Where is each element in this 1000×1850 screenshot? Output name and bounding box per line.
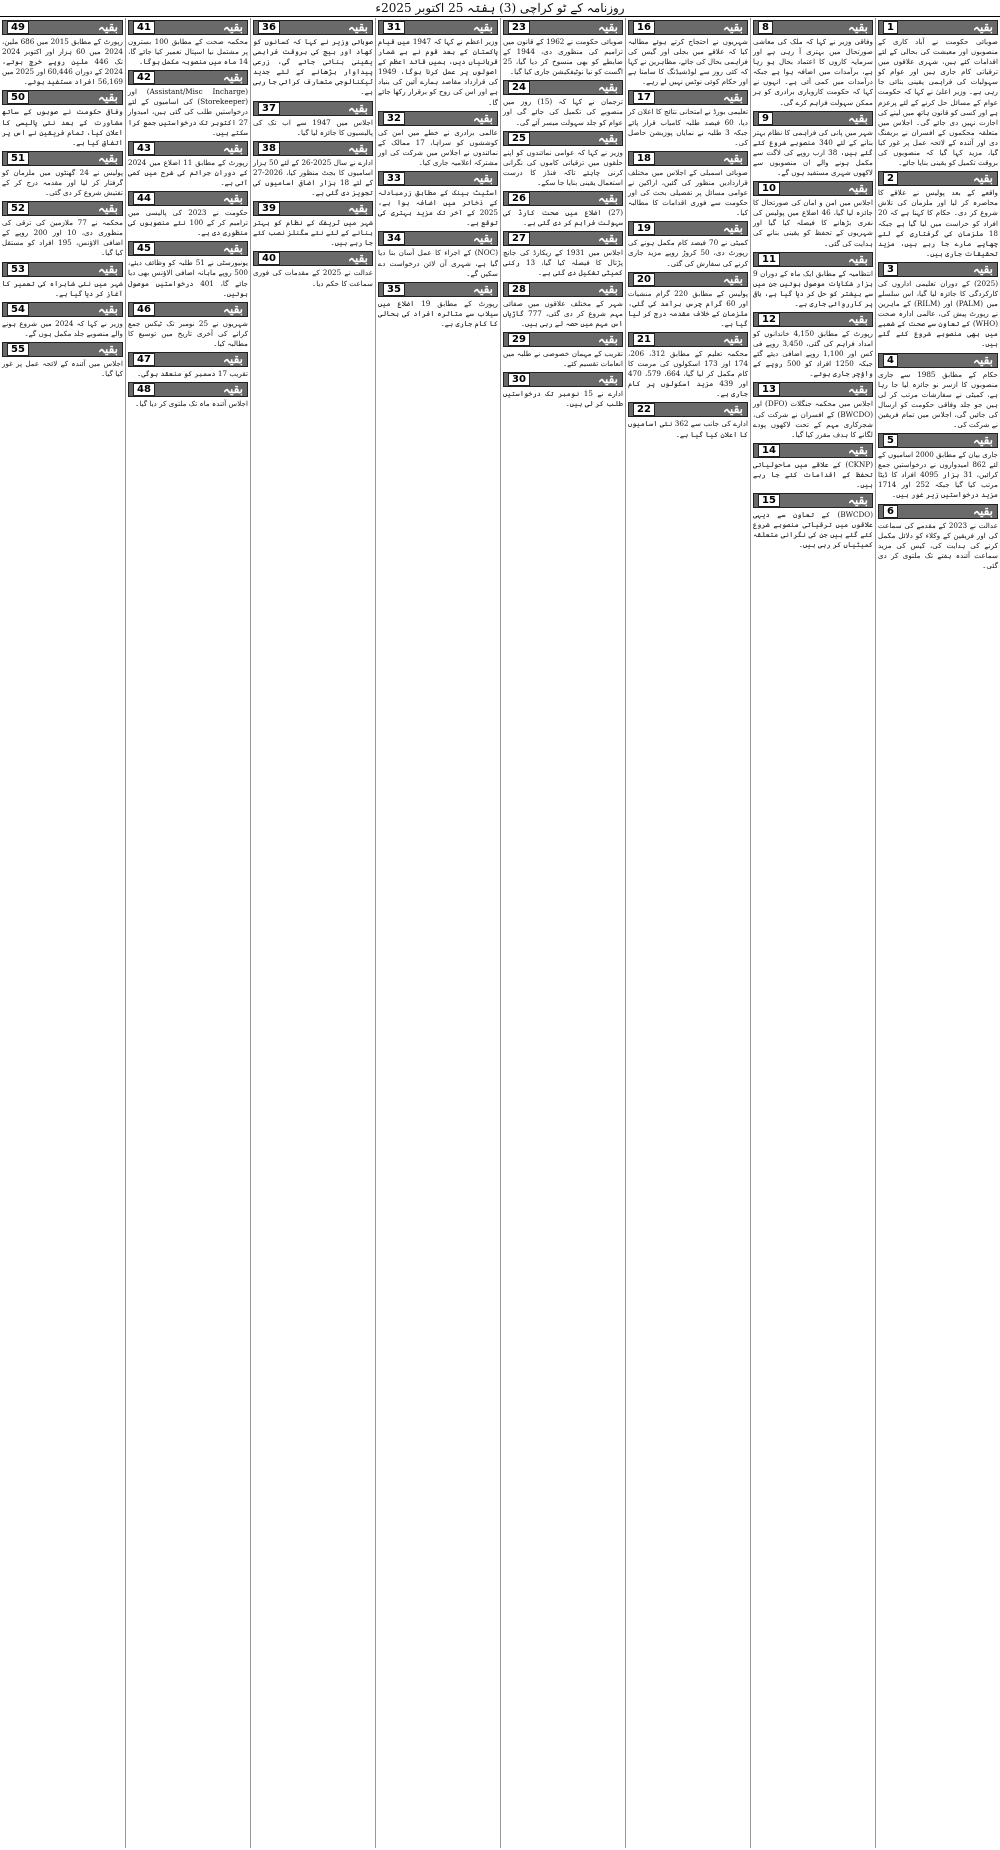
continuation-banner: [128, 70, 248, 85]
article-text: حکام کے مطابق 1985 سے جاری منصوبوں کا ازسر نو جائزہ لیا جا رہا ہے، کمیٹی نے سفارشات مرتب کر لی ہیں جو جلد وفاقی حکومت کو ارسال کی جائیں گی، اجلاس میں تمام فریقین نے شرکت کی۔: [878, 369, 998, 429]
continuation-banner: [2, 342, 123, 357]
continuation-banner: [753, 312, 873, 327]
continuation-number: 13: [758, 383, 780, 396]
banner-word: بقیہ: [347, 201, 368, 216]
article-text: یونیورسٹی نے 51 طلبہ کو وظائف دیئے، 500 روپے ماہانہ اضافی الاؤنس بھی دیا جائے گا، 401 درخواستیں موصول ہوئیں۔: [128, 258, 248, 298]
article-text: تقریب کے مہمان خصوصی نے طلبہ میں انعامات تقسیم کئے۔: [503, 348, 623, 368]
continuation-banner: [128, 241, 248, 256]
article-text: شہر میں ٹریفک کے نظام کو بہتر بنانے کے لئے نئے سگنلز نصب کئے جا رہے ہیں۔: [253, 218, 373, 248]
continuation-number: 30: [508, 373, 530, 386]
continuation-banner: [128, 352, 248, 367]
banner-word: بقیہ: [847, 20, 868, 34]
article-text: (27) اضلاع میں صحت کارڈ کی سہولت فراہم کر دی گئی ہے۔: [503, 208, 623, 228]
banner-word: بقیہ: [472, 171, 493, 186]
article-text: (2025) کے دوران تعلیمی اداروں کی کارکردگی کا جائزہ لیا گیا، اس سلسلے میں (PALM) اور (RILM) کے ماہرین نے رپورٹ پیش کی، عالمی ادارہ صحت (WHO) کے تعاون سے صحت کے شعبے میں بھی منصوبے شروع کئے گئے ہیں۔: [878, 278, 998, 349]
article-text: شہر کے مختلف علاقوں میں صفائی مہم شروع کر دی گئی، 777 گاڑیاں اس مہم میں حصہ لے رہی ہیں۔: [503, 298, 624, 328]
continuation-banner: [628, 332, 748, 347]
continuation-banner: [628, 402, 748, 417]
continuation-banner: [503, 372, 623, 387]
continuation-number: 21: [633, 333, 655, 346]
article-text: عدالت نے 2023 کے مقدمے کی سماعت کی اور فریقین کے وکلاء کو دلائل مکمل کرنے کی ہدایت کی، کیس کی مزید سماعت آئندہ ہفتے تک ملتوی کر دی گئی۔: [878, 520, 998, 570]
continuation-number: 53: [7, 263, 29, 276]
article-text: (BWCDO) کے تعاون سے دیہی علاقوں میں ترقیاتی منصوبے شروع کئے گئے ہیں جن کی نگرانی متعلقہ کمیٹیاں کر رہی ہیں۔: [753, 510, 873, 550]
continuation-banner: [128, 20, 248, 35]
banner-word: بقیہ: [347, 100, 368, 115]
banner-word: بقیہ: [847, 110, 868, 125]
article-text: رپورٹ کے مطابق 2015 میں 686 ملین، 2024 میں 60 ہزار اور اکتوبر 2024 تک 446 ملین روپے خرچ ہوئے، 2024 کے دوران 60,446 اور 2025 میں 56,169 افراد مستفید ہوئے۔: [2, 37, 124, 87]
continuation-piece: [503, 191, 623, 228]
continuation-number: 43: [133, 142, 155, 155]
article-text: شہریوں نے احتجاج کرتے ہوئے مطالبہ کیا کہ علاقے میں بجلی اور گیس کی فراہمی بحال کی جائے، مظاہرین نے کہا کہ کئی روز سے لوڈشیڈنگ کا سامنا ہے اور حکام کوئی نوٹس نہیں لے رہے۔: [628, 37, 748, 87]
continuation-piece: [878, 262, 998, 350]
banner-word: بقیہ: [597, 231, 618, 246]
article-text: محکمہ صحت کے مطابق 100 بستروں پر مشتمل نیا اسپتال تعمیر کیا جائے گا، 14 ماہ میں منصوبہ مکمل ہوگا۔: [128, 37, 248, 67]
banner-word: بقیہ: [972, 261, 993, 276]
continuation-number: 48: [133, 383, 155, 396]
continuation-piece: [878, 353, 998, 431]
continuation-banner: [253, 20, 373, 35]
continuation-banner: [628, 221, 748, 236]
continuation-number: 40: [258, 252, 280, 265]
continuation-banner: [128, 302, 248, 317]
banner-word: بقیہ: [472, 20, 493, 34]
continuation-piece: [628, 221, 748, 268]
continuation-banner: [753, 443, 873, 458]
article-text: (NOC) کے اجراء کا عمل آسان بنا دیا گیا ہے، شہری آن لائن درخواست دے سکیں گے۔: [378, 248, 498, 278]
continuation-piece: [128, 352, 248, 379]
article-text: تعلیمی بورڈ نے امتحانی نتائج کا اعلان کر دیا، 60 فیصد طلبہ کامیاب قرار پائے جبکہ 3 طلبہ نے نمایاں پوزیشن حاصل کی۔: [628, 107, 749, 147]
news-column: [0, 18, 125, 1848]
banner-word: بقیہ: [97, 261, 118, 276]
banner-word: بقیہ: [972, 433, 993, 448]
continuation-banner: [503, 191, 623, 206]
continuation-number: 4: [883, 354, 898, 367]
banner-word: بقیہ: [722, 20, 743, 34]
continuation-number: 31: [383, 21, 405, 34]
continuation-banner: [503, 231, 623, 246]
banner-word: بقیہ: [222, 382, 243, 397]
continuation-number: 6: [883, 505, 898, 518]
banner-word: بقیہ: [472, 281, 493, 296]
article-text: محکمہ تعلیم کے مطابق 312، 206، 174 اور 173 اسکولوں کی مرمت کا کام مکمل کر لیا گیا، 664، 579، 470 اور 439 مزید اسکولوں پر کام جاری ہے۔: [628, 348, 748, 399]
banner-word: بقیہ: [597, 80, 618, 95]
continuation-number: 38: [258, 142, 280, 155]
continuation-number: 16: [633, 21, 655, 34]
banner-word: بقیہ: [222, 301, 243, 316]
continuation-banner: [753, 382, 873, 397]
continuation-number: 5: [883, 434, 898, 447]
continuation-number: 34: [383, 232, 405, 245]
banner-word: بقیہ: [722, 90, 743, 105]
continuation-number: 27: [508, 232, 530, 245]
banner-word: بقیہ: [472, 110, 493, 125]
article-text: رپورٹ کے مطابق 11 اضلاع میں 2024 کے دوران جرائم کی شرح میں کمی آئی ہے۔: [128, 157, 248, 187]
continuation-piece: [503, 131, 623, 188]
continuation-piece: [128, 241, 248, 298]
banner-word: بقیہ: [597, 371, 618, 386]
continuation-number: 24: [508, 81, 530, 94]
continuation-piece: [878, 504, 998, 571]
continuation-piece: [628, 402, 748, 439]
continuation-number: 49: [7, 21, 29, 34]
continuation-piece: [128, 70, 248, 137]
continuation-number: 17: [633, 91, 655, 104]
article-text: عالمی برادری نے خطے میں امن کی کوششوں کو سراہا، 17 ممالک کے نمائندوں نے اجلاس میں شرکت کی اور مشترکہ اعلامیہ جاری کیا۔: [378, 127, 498, 167]
article-text: تقریب 17 دسمبر کو منعقد ہوگی۔: [137, 368, 248, 378]
continuation-number: 19: [633, 222, 655, 235]
continuation-banner: [503, 332, 623, 347]
continuation-piece: [2, 302, 123, 339]
continuation-number: 51: [7, 152, 29, 165]
article-text: انتظامیہ کے مطابق ایک ماہ کے دوران 9 ہزار شکایات موصول ہوئیں جن میں سے بیشتر کو حل کر دیا گیا ہے، باقی پر کارروائی جاری ہے۔: [753, 268, 873, 308]
banner-word: بقیہ: [97, 90, 118, 105]
article-text: وفاقی وزیر نے کہا کہ ملک کی معاشی صورتحال میں بہتری آ رہی ہے اور سرمایہ کاروں کا اعتماد بحال ہو رہا ہے، برآمدات میں اضافہ ہوا ہے جبکہ درآمدات میں کمی آئی ہے۔ انہوں نے کہا کہ حکومت کاروباری برادری کو ہر ممکن سہولت فراہم کرے گی۔: [753, 37, 873, 107]
continuation-piece: [378, 171, 498, 228]
masthead-dateline: روزنامہ کے ٹو کراچی (3) ہفتہ 25 اکتوبر 2025ء: [0, 0, 1000, 17]
banner-word: بقیہ: [722, 402, 743, 417]
continuation-piece: [503, 20, 623, 77]
article-text: حکومت نے 2023 کی پالیسی میں ترامیم کر کے 100 نئے منصوبوں کی منظوری دی ہے۔: [128, 208, 248, 238]
continuation-number: 44: [133, 192, 155, 205]
continuation-piece: [753, 312, 873, 379]
article-text: پولیس نے 24 گھنٹوں میں ملزمان کو گرفتار کر لیا اور مقدمہ درج کر کے تفتیش شروع کر دی گئی۔: [2, 167, 123, 198]
continuation-number: 26: [508, 192, 530, 205]
continuation-banner: [253, 251, 373, 266]
banner-word: بقیہ: [222, 70, 243, 85]
banner-word: بقیہ: [347, 20, 368, 34]
continuation-banner: [878, 504, 998, 519]
continuation-banner: [878, 262, 998, 277]
continuation-number: 36: [258, 21, 280, 34]
banner-word: بقیہ: [347, 251, 368, 266]
continuation-banner: [753, 20, 873, 35]
article-text: (CKNP) کے علاقے میں ماحولیاتی تحفظ کے اقدامات کئے جا رہے ہیں۔: [753, 459, 873, 489]
continuation-banner: [628, 272, 748, 287]
banner-word: بقیہ: [222, 241, 243, 256]
news-column: [125, 18, 250, 1848]
continuation-piece: [2, 20, 123, 87]
banner-word: بقیہ: [972, 352, 993, 367]
continuation-banner: [753, 493, 873, 508]
continuation-piece: [128, 302, 248, 349]
banner-word: بقیہ: [597, 130, 618, 145]
banner-word: بقیہ: [847, 311, 868, 326]
article-text: ادارے نے سال 2025-26 کے لئے 50 ہزار اسامیوں کا بجٹ منظور کیا، 2026-27 کے لئے 18 ہزار اضافی اسامیوں کی تجویز دی گئی ہے۔: [253, 157, 373, 198]
continuation-banner: [128, 191, 248, 206]
continuation-piece: [753, 493, 873, 550]
continuation-piece: [128, 191, 248, 238]
continuation-piece: [253, 20, 373, 98]
continuation-piece: [128, 382, 248, 409]
continuation-banner: [378, 282, 498, 297]
article-text: وفاقی حکومت نے صوبوں کے ساتھ مشاورت کے بعد نئی پالیسی کا اعلان کیا، تمام فریقین نے اس پر اتفاق کیا ہے۔: [2, 107, 123, 147]
article-text: ادارے نے 15 نومبر تک درخواستیں طلب کر لی ہیں۔: [503, 388, 623, 409]
article-text: اجلاس آئندہ ماہ تک ملتوی کر دیا گیا۔: [135, 399, 248, 409]
banner-word: بقیہ: [847, 181, 868, 196]
banner-word: بقیہ: [722, 331, 743, 346]
continuation-number: 55: [7, 343, 29, 356]
continuation-piece: [878, 171, 998, 259]
continuation-banner: [253, 141, 373, 156]
continuation-banner: [878, 433, 998, 448]
continuation-number: 20: [633, 273, 655, 286]
continuation-number: 54: [7, 303, 29, 316]
continuation-number: 8: [758, 21, 773, 34]
continuation-piece: [2, 90, 123, 147]
continuation-banner: [503, 131, 623, 146]
continuation-banner: [253, 101, 373, 116]
banner-word: بقیہ: [222, 140, 243, 155]
continuation-piece: [753, 111, 873, 178]
continuation-number: 2: [883, 172, 898, 185]
continuation-number: 32: [383, 112, 405, 125]
banner-word: بقیہ: [597, 331, 618, 346]
banner-word: بقیہ: [97, 201, 118, 216]
article-text: محکمہ نے 77 ملازمین کی ترقی کی منظوری دی، 10 اور 200 روپے کے اضافی الاؤنس، 195 افراد کو مستقل کیا گیا۔: [2, 218, 123, 258]
continuation-banner: [253, 201, 373, 216]
continuation-number: 33: [383, 172, 405, 185]
continuation-piece: [878, 20, 998, 168]
continuation-number: 29: [508, 333, 530, 346]
continuation-number: 3: [883, 263, 898, 276]
continuation-piece: [628, 332, 748, 399]
continuation-piece: [503, 332, 623, 369]
continuation-piece: [253, 251, 373, 288]
article-text: عدالت نے 2025 کے مقدمات کی فوری سماعت کا حکم دیا۔: [253, 268, 373, 288]
continuation-piece: [2, 342, 123, 379]
article-text: کمیٹی نے 70 فیصد کام مکمل ہونے کی رپورٹ دی، 50 کروڑ روپے مزید جاری کرنے کی سفارش کی گئی۔: [628, 238, 749, 268]
continuation-banner: [128, 382, 248, 397]
continuation-piece: [378, 231, 498, 278]
continuation-banner: [2, 262, 123, 277]
banner-word: بقیہ: [722, 271, 743, 286]
article-text: وزیر اعظم نے کہا کہ 1947 میں قیام پاکستان کے بعد قوم نے بے شمار قربانیاں دیں، ہمیں قائد اعظم کے اصولوں پر عمل کرنا ہوگا، 1949 کی قرارداد مقاصد ہمارے آئین کی بنیاد ہے اور اس کی روح کو برقرار رکھا جائے گا۔: [378, 37, 498, 107]
news-column: [500, 18, 625, 1848]
news-column: [875, 18, 1000, 1848]
article-text: اجلاس میں 1931 کے ریکارڈ کی جانچ پڑتال کا فیصلہ کیا گیا، 13 رکنی کمیٹی تشکیل دی گئی ہے۔: [503, 248, 623, 278]
continuation-piece: [878, 433, 998, 500]
article-text: صوبائی حکومت نے 1962 کے قانون میں ترامیم کی منظوری دی، 1944 کے ضابطے کو بھی منسوخ کر دیا گیا، 25 اگست کو نیا نوٹیفکیشن جاری کیا گیا۔: [503, 37, 623, 77]
continuation-piece: [628, 151, 748, 218]
continuation-piece: [503, 372, 623, 409]
article-text: ادارے کی جانب سے 362 نئی اسامیوں کا اعلان کیا گیا ہے۔: [628, 419, 748, 439]
continuation-piece: [628, 20, 748, 87]
continuation-banner: [378, 171, 498, 186]
continuation-number: 42: [133, 71, 155, 84]
continuation-piece: [2, 201, 123, 258]
continuation-banner: [878, 353, 998, 368]
article-text: رپورٹ کے مطابق 4,150 خاندانوں کو امداد فراہم کی گئی، 3,450 روپے فی کس اور 1,100 روپے اضافی دیئے گئے جبکہ 1250 افراد کو 500 روپے کے واؤچر جاری ہوئے۔: [753, 328, 873, 379]
continuation-banner: [378, 111, 498, 126]
article-text: اجلاس میں 1947 سے اب تک کی پالیسیوں کا جائزہ لیا گیا۔: [253, 117, 373, 137]
article-text: جاری بیان کے مطابق 2000 اسامیوں کے لئے 862 امیدواروں نے درخواستیں جمع کرائیں، 31 ہزار 4095 افراد کا ڈیٹا مرتب کیا گیا جبکہ 252 اور 1714 مزید درخواستیں زیر غور ہیں۔: [878, 450, 999, 500]
article-text: شہریوں نے 25 نومبر تک ٹیکس جمع کرانے کی آخری تاریخ میں توسیع کا مطالبہ کیا۔: [128, 318, 248, 348]
article-text: وزیر نے کہا کہ 2024 میں شروع ہونے والے منصوبے جلد مکمل ہوں گے۔: [2, 318, 123, 338]
article-text: شہر میں پانی کی فراہمی کا نظام بہتر بنانے کے لئے 340 منصوبے شروع کئے گئے ہیں، 38 ارب روپے کی لاگت سے مکمل ہونے والے ان منصوبوں سے لاکھوں شہری مستفید ہوں گے۔: [753, 127, 873, 178]
continuation-banner: [2, 302, 123, 317]
continuation-number: 14: [758, 444, 780, 457]
continuation-number: 22: [633, 403, 655, 416]
continuation-piece: [503, 80, 623, 127]
continuation-piece: [628, 90, 748, 147]
continuation-banner: [628, 151, 748, 166]
banner-word: بقیہ: [222, 20, 243, 34]
banner-word: بقیہ: [597, 191, 618, 206]
continuation-number: 45: [133, 242, 155, 255]
banner-word: بقیہ: [97, 301, 118, 316]
continuation-number: 10: [758, 182, 780, 195]
continuation-banner: [378, 20, 498, 35]
continuation-piece: [628, 272, 748, 329]
continuation-piece: [2, 262, 123, 299]
banner-word: بقیہ: [847, 442, 868, 457]
banner-word: بقیہ: [847, 251, 868, 266]
article-text: پولیس کے مطابق 220 گرام منشیات اور 60 گرام چرس برآمد کی گئی، ملزمان کے خلاف مقدمہ درج کر لیا گیا ہے۔: [628, 288, 749, 328]
banner-word: بقیہ: [722, 150, 743, 165]
continuation-number: 25: [508, 132, 530, 145]
banner-word: بقیہ: [972, 20, 993, 34]
continuation-banner: [878, 171, 998, 186]
continuation-banner: [878, 20, 998, 35]
continuation-banner: [503, 80, 623, 95]
continuation-banner: [753, 252, 873, 267]
continuation-banner: [753, 181, 873, 196]
news-column: [750, 18, 875, 1848]
continuation-number: 15: [758, 494, 780, 507]
article-text: ترجمان نے کہا کہ (15) روز میں منصوبے کی تکمیل کی جائے گی اور عوام کو جلد سہولت میسر آئے گی۔: [503, 97, 623, 127]
banner-word: بقیہ: [472, 231, 493, 246]
continuation-number: 28: [508, 283, 530, 296]
continuation-piece: [253, 201, 373, 248]
continuation-piece: [253, 141, 373, 198]
continuation-piece: [753, 181, 873, 248]
continuation-piece: [753, 443, 873, 490]
continuation-number: 35: [383, 283, 405, 296]
continuation-banner: [503, 20, 623, 35]
continuation-piece: [2, 151, 123, 198]
continuation-number: 41: [133, 21, 155, 34]
continuation-number: 23: [508, 21, 530, 34]
article-text: رپورٹ کے مطابق 19 اضلاع میں سیلاب سے متاثرہ افراد کی بحالی کا کام جاری ہے۔: [378, 298, 498, 328]
continuation-banner: [628, 20, 748, 35]
continuation-number: 39: [258, 202, 280, 215]
article-text: صوبائی حکومت نے آباد کاری کے منصوبوں اور معیشت کی بحالی کے لئے اقدامات کئے ہیں، شہری علاقوں میں ترقیاتی کام جاری ہیں اور عوام کو سہولیات کی فراہمی یقینی بنائی جا رہی ہے۔ وزیر اعلیٰ نے کہا کہ حکومت عوام کے مسائل حل کرنے کے لئے پرعزم ہے اور کسی کو قانون ہاتھ میں لینے کی اجازت نہیں دی جائے گی۔ اجلاس میں متعلقہ محکموں کے افسران نے بریفنگ دی اور آئندہ کے لائحہ عمل پر غور کیا گیا، مزید کہا گیا کہ منصوبوں کی بروقت تکمیل کو یقینی بنایا جائے۔: [878, 37, 998, 168]
continuation-number: 1: [883, 21, 898, 34]
continuation-banner: [628, 90, 748, 105]
banner-word: بقیہ: [847, 493, 868, 508]
article-text: صوبائی اسمبلی کے اجلاس میں مختلف قراردادیں منظور کی گئیں، اراکین نے عوامی مسائل پر تفصیلی بحث کی اور حکومت سے فوری اقدامات کا مطالبہ کیا۔: [628, 167, 748, 218]
continuation-number: 18: [633, 152, 655, 165]
continuation-piece: [753, 20, 873, 108]
continuation-number: 37: [258, 102, 280, 115]
banner-word: بقیہ: [597, 281, 618, 296]
continuation-piece: [503, 282, 623, 329]
continuation-banner: [2, 201, 123, 216]
banner-word: بقیہ: [972, 503, 993, 518]
continuation-piece: [253, 101, 373, 138]
continuation-banner: [753, 111, 873, 126]
continuation-number: 46: [133, 303, 155, 316]
continuation-banner: [128, 141, 248, 156]
news-column: [625, 18, 750, 1848]
continuation-number: 50: [7, 91, 29, 104]
continuation-number: 12: [758, 313, 780, 326]
continuation-piece: [378, 282, 498, 329]
banner-word: بقیہ: [722, 221, 743, 236]
article-text: اسٹیٹ بینک کے مطابق زرمبادلہ کے ذخائر میں اضافہ ہوا ہے، 2025 کے آخر تک مزید بہتری کی توقع ہے۔: [378, 188, 498, 228]
continuation-number: 9: [758, 112, 773, 125]
article-text: اجلاس میں محکمہ جنگلات (DFO) اور (BWCDO) کے افسران نے شرکت کی، شجرکاری مہم کے تحت لاکھوں پودے لگانے کا ہدف مقرر کیا گیا۔: [753, 399, 873, 439]
continuation-piece: [378, 20, 498, 108]
news-column: [250, 18, 375, 1848]
article-text: اجلاس میں آئندہ کے لائحہ عمل پر غور کیا گیا۔: [2, 358, 123, 378]
banner-word: بقیہ: [97, 341, 118, 356]
continuation-piece: [503, 231, 623, 278]
continuation-banner: [2, 151, 123, 166]
article-text: وزیر نے کہا کہ عوامی نمائندوں کو اپنے حلقوں میں ترقیاتی کاموں کی نگرانی کرنی چاہئے تاکہ فنڈز کا درست استعمال یقینی بنایا جا سکے۔: [503, 147, 623, 187]
continuation-number: 47: [133, 353, 155, 366]
article-text: واقعے کے بعد پولیس نے علاقے کا محاصرہ کر لیا اور ملزمان کی تلاش شروع کر دی۔ حکام کا کہنا ہے کہ 20 افراد کو حراست میں لیا گیا ہے جبکہ 18 ملزمان کی گرفتاری کے لئے چھاپے مارے جا رہے ہیں، مزید تحقیقات جاری ہیں۔: [878, 188, 998, 258]
continuation-piece: [753, 252, 873, 309]
banner-word: بقیہ: [222, 191, 243, 206]
continuation-piece: [378, 111, 498, 168]
banner-word: بقیہ: [847, 382, 868, 397]
continuation-piece: [753, 382, 873, 439]
banner-word: بقیہ: [347, 140, 368, 155]
news-column: [375, 18, 500, 1848]
article-text: اجلاس میں امن و امان کی صورتحال کا جائزہ لیا گیا، 46 اضلاع میں پولیس کی نفری بڑھانے کا فیصلہ کیا گیا اور شہریوں کے تحفظ کو یقینی بنانے کی ہدایت کی گئی۔: [753, 198, 873, 248]
continuation-banner: [2, 20, 123, 35]
continuation-banner: [2, 90, 123, 105]
banner-word: بقیہ: [597, 20, 618, 34]
continuation-number: 52: [7, 202, 29, 215]
continuation-banner: [503, 282, 623, 297]
article-text: شہر میں نئی شاہراہ کی تعمیر کا آغاز کر دیا گیا ہے۔: [2, 278, 123, 298]
continuation-number: 11: [758, 253, 780, 266]
continuation-banner: [378, 231, 498, 246]
continuation-piece: [128, 20, 248, 67]
banner-word: بقیہ: [97, 150, 118, 165]
banner-word: بقیہ: [222, 351, 243, 366]
columns-container: [0, 18, 1000, 1848]
banner-word: بقیہ: [972, 171, 993, 186]
article-text: (Assistant/Misc Incharge) اور (Storekeeper) کی اسامیوں کے لئے درخواستیں طلب کی گئی ہیں، امیدوار 27 اکتوبر تک درخواستیں جمع کرا سکتے ہیں۔: [128, 87, 248, 137]
article-text: صوبائی وزیر نے کہا کہ کسانوں کو کھاد اور بیج کی بروقت فراہمی یقینی بنائی جائے گی، زرعی پیداوار بڑھانے کے لئے جدید ٹیکنالوجی متعارف کرائی جا رہی ہے۔: [253, 37, 373, 97]
continuation-piece: [128, 141, 248, 188]
banner-word: بقیہ: [97, 20, 118, 34]
